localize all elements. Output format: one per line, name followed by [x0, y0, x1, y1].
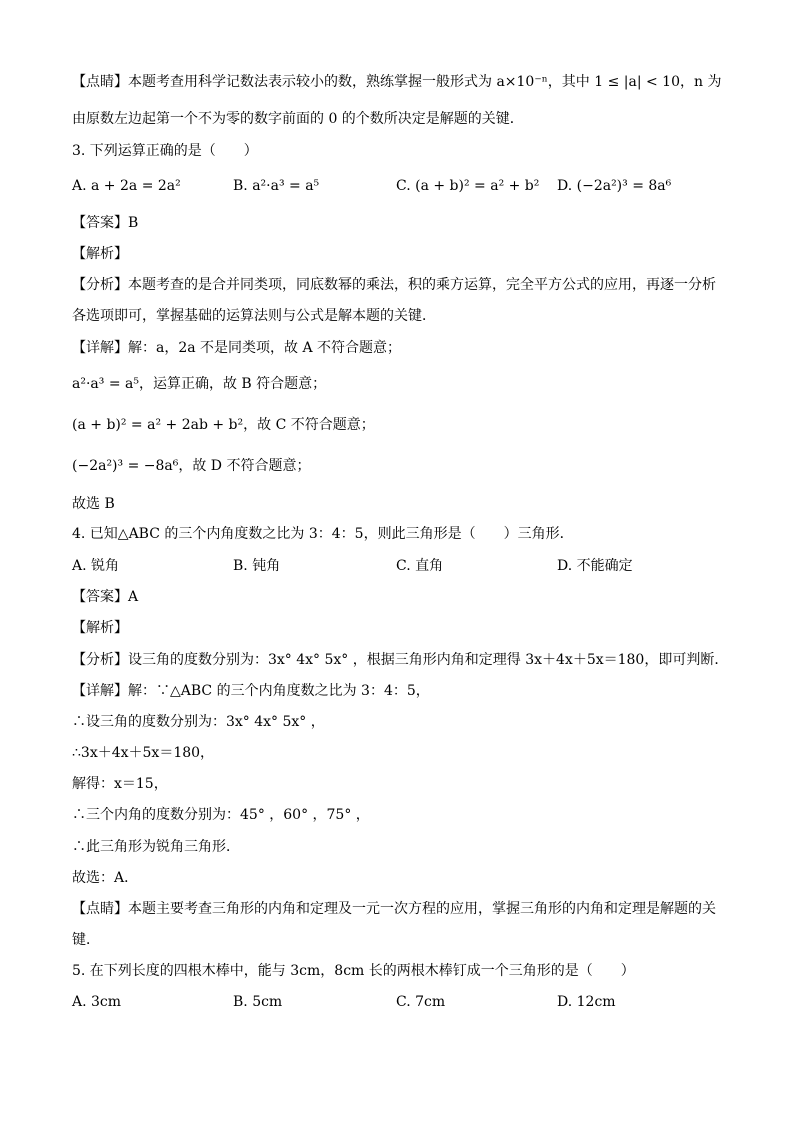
- q5-option-c: C. 7cm: [396, 994, 446, 1010]
- question-4: 4. 已知△ABC 的三个内角度数之比为 3：4：5，则此三角形是（ ）三角形．: [72, 526, 574, 542]
- q3-step-3: (a + b)² = a² + 2ab + b²，故 C 不符合题意；: [72, 417, 375, 433]
- q4-option-b: B. 钝角: [233, 558, 281, 574]
- q4-jiexi-heading: 【解析】: [72, 620, 128, 636]
- q4-conclusion: 故选：A．: [72, 870, 139, 886]
- question-3: 3. 下列运算正确的是（ ）: [72, 143, 258, 159]
- q3-fenxi-line-2: 各选项即可，掌握基础的运算法则与公式是解本题的关键．: [72, 308, 436, 324]
- q5-option-b: B. 5cm: [233, 994, 283, 1010]
- q3-conclusion: 故选 B: [72, 496, 115, 512]
- q4-step-3: 解得：x＝15，: [72, 776, 168, 792]
- q5-option-d: D. 12cm: [557, 994, 616, 1010]
- question-5: 5. 在下列长度的四根木棒中，能与 3cm，8cm 长的两根木棒钉成一个三角形的是（ ）: [72, 963, 635, 979]
- q4-step-1: ∴设三角的度数分别为：3x° 4x° 5x° ，: [72, 714, 325, 730]
- q4-step-2: ∴3x＋4x＋5x＝180，: [72, 745, 215, 761]
- q4-xiangjie: 【详解】解：∵△ABC 的三个内角度数之比为 3：4：5，: [72, 683, 430, 699]
- q3-option-d: D. (−2a²)³ = 8a⁶: [557, 178, 672, 194]
- q4-step-4: ∴三个内角的度数分别为：45° ，60° ，75° ，: [72, 807, 370, 823]
- q3-jiexi-heading: 【解析】: [72, 246, 128, 262]
- q4-step-5: ∴此三角形为锐角三角形．: [72, 839, 240, 855]
- q4-fenxi: 【分析】设三角的度数分别为：3x° 4x° 5x° ，根据三角形内角和定理得 3x＋4x＋5x＝180，即可判断．: [72, 652, 729, 668]
- q3-step-2: a²·a³ = a⁵，运算正确，故 B 符合题意；: [72, 376, 327, 392]
- q4-dianjing-line-1: 【点睛】本题主要考查三角形的内角和定理及一元一次方程的应用，掌握三角形的内角和定理是解题的关: [72, 901, 716, 917]
- q5-option-a: A. 3cm: [72, 994, 122, 1010]
- q4-option-c: C. 直角: [396, 558, 444, 574]
- q3-option-a: A. a + 2a = 2a²: [72, 178, 181, 194]
- q3-fenxi-line-1: 【分析】本题考查的是合并同类项，同底数幂的乘法，积的乘方运算，完全平方公式的应用，再逐一分析: [72, 277, 716, 293]
- q3-answer: 【答案】B: [72, 215, 139, 231]
- q4-dianjing-line-2: 键．: [72, 932, 100, 948]
- q3-option-c: C. (a + b)² = a² + b²: [396, 178, 540, 194]
- q4-answer: 【答案】A: [72, 589, 139, 605]
- q4-option-a: A. 锐角: [72, 558, 120, 574]
- dianjing-line-1: 【点睛】本题考查用科学记数法表示较小的数，熟练掌握一般形式为 a×10⁻ⁿ，其中 1 ≤ |a| < 10，n 为: [72, 74, 722, 90]
- dianjing-line-2: 由原数左边起第一个不为零的数字前面的 0 的个数所决定是解题的关键．: [72, 111, 524, 127]
- q3-option-b: B. a²·a³ = a⁵: [233, 178, 320, 194]
- q4-option-d: D. 不能确定: [557, 558, 633, 574]
- q3-xiangjie: 【详解】解：a，2a 不是同类项，故 A 不符合题意；: [72, 340, 402, 356]
- q3-step-4: (−2a²)³ = −8a⁶，故 D 不符合题意；: [72, 458, 311, 474]
